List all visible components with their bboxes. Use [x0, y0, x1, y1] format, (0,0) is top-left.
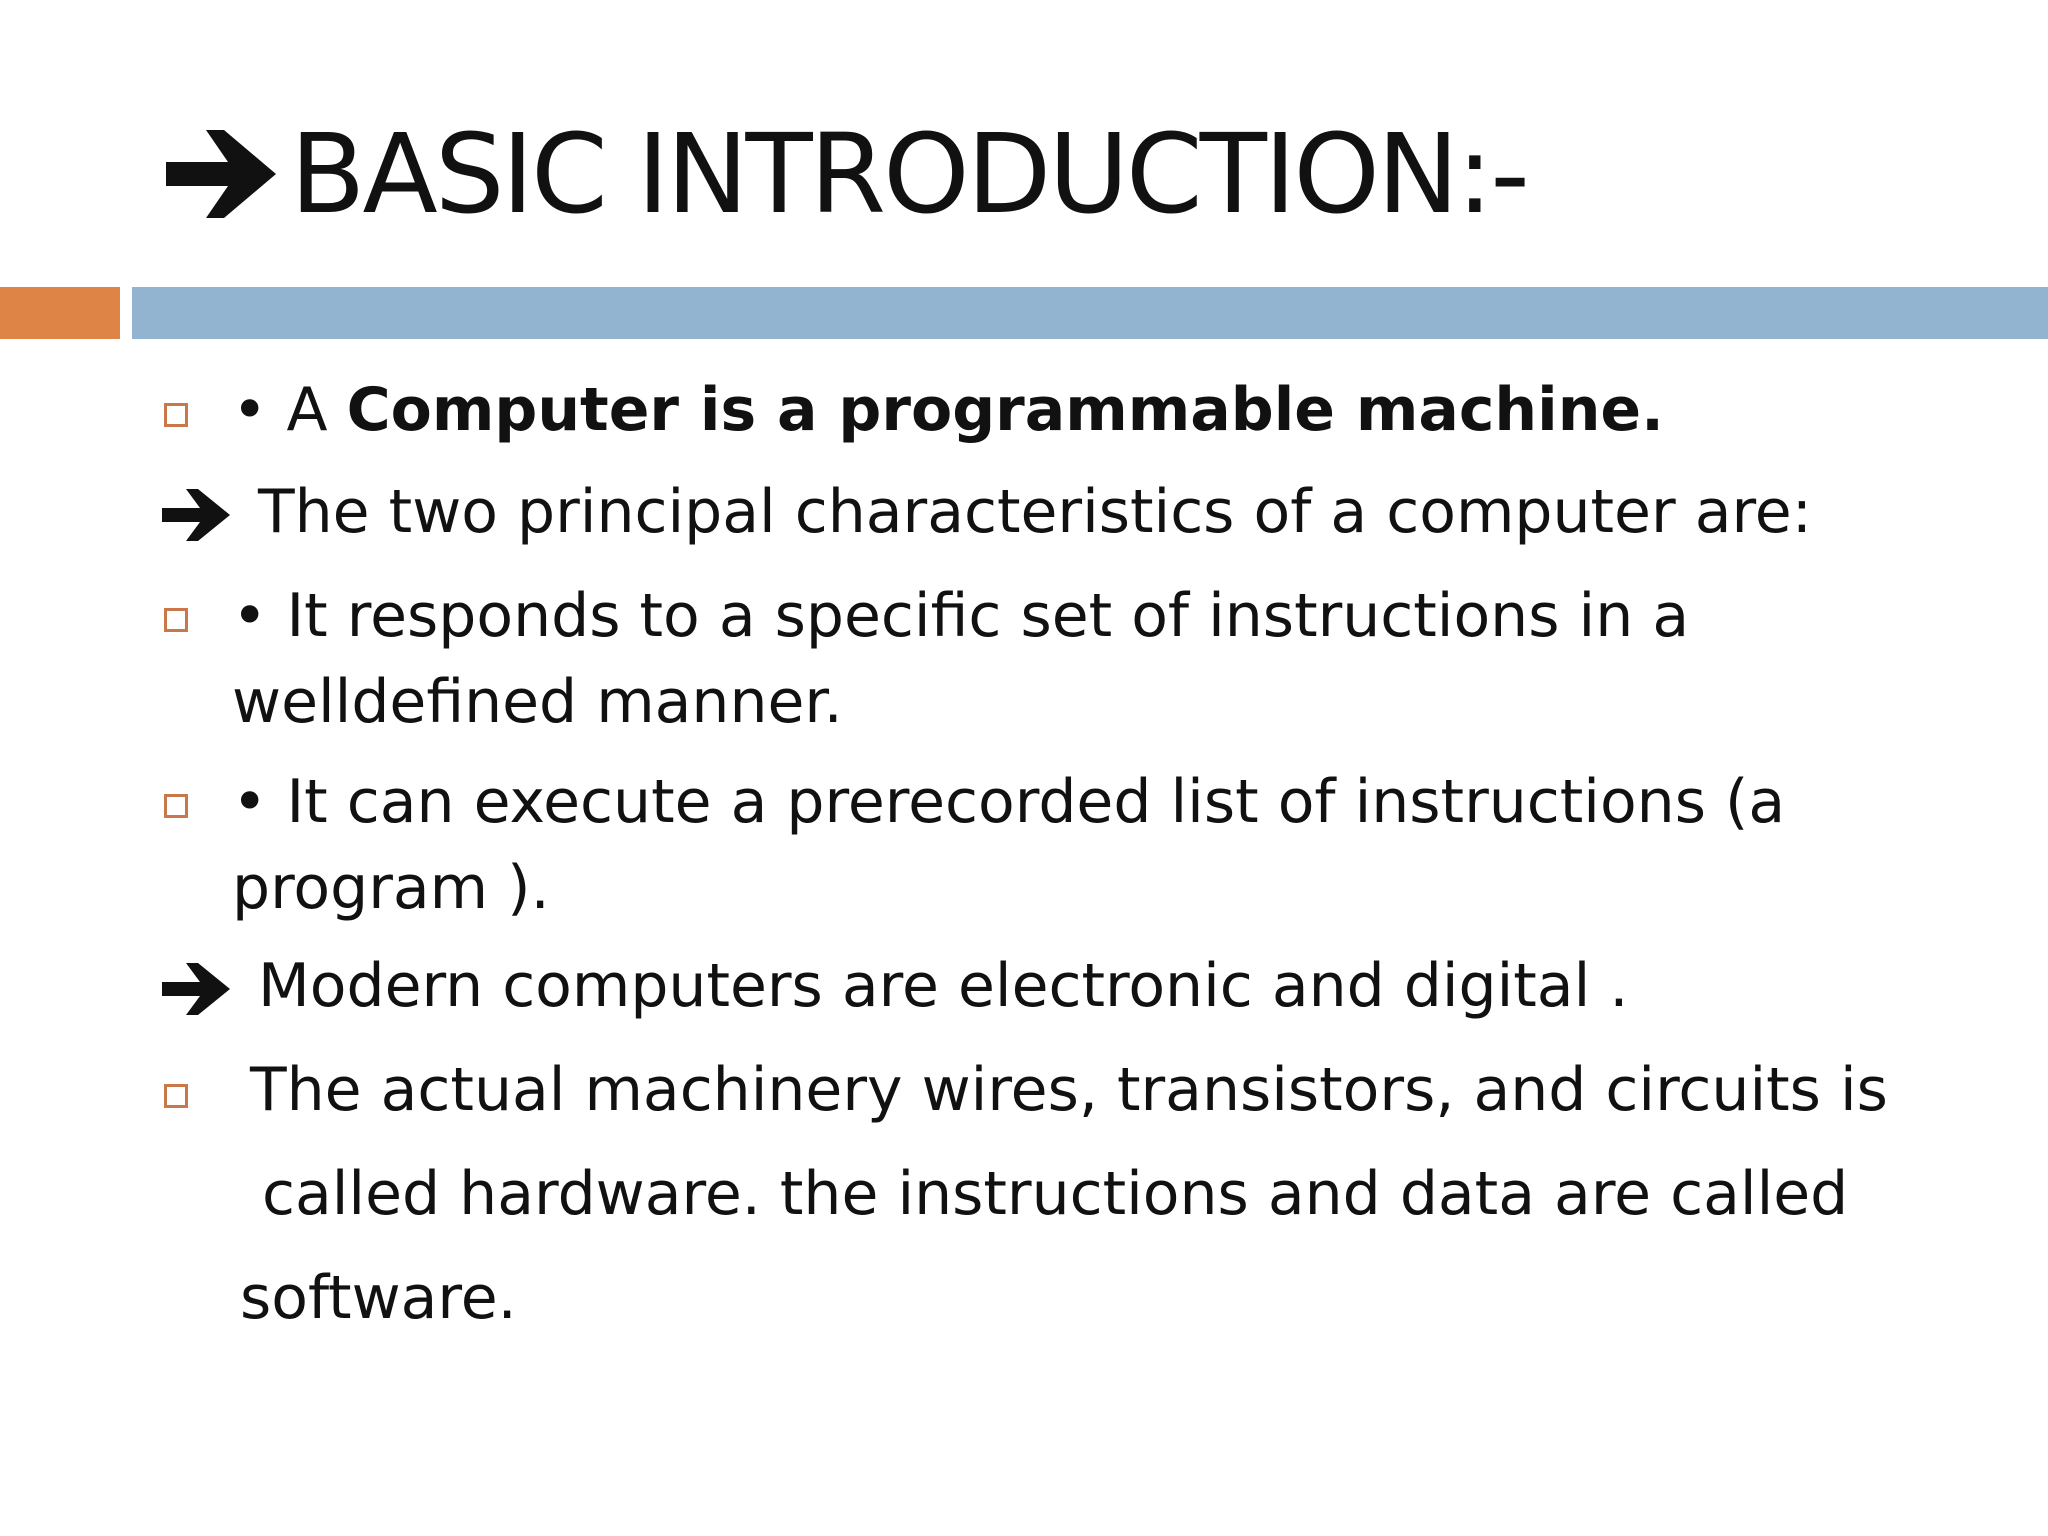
slide-title-row — [166, 104, 1527, 244]
arrow-right-icon — [162, 961, 234, 1017]
list-item-text-line2: called hardware. the instructions and data are called — [262, 1159, 1849, 1229]
list-item-prefix: • A — [232, 375, 347, 445]
list-item-text-line1: • It can execute a prerecorded list of instructions (a — [232, 767, 1786, 837]
box-icon — [164, 608, 188, 632]
slide-title: BASIC INTRODUCTION:- — [290, 110, 1527, 238]
box-icon — [164, 1084, 188, 1108]
list-item-text — [232, 375, 1664, 445]
box-icon — [164, 403, 188, 427]
accent-bar-orange — [0, 287, 120, 339]
list-item-text: The two principal characteristics of a computer are: — [258, 477, 1812, 547]
list-item-text-line1: • It responds to a specific set of instructions in a — [232, 581, 1690, 651]
box-icon — [164, 794, 188, 818]
list-item-text: Modern computers are electronic and digital . — [258, 951, 1629, 1021]
list-item-text-line2: program ). — [232, 853, 550, 923]
list-item-bold-text: Computer is a programmable machine. — [346, 375, 1664, 445]
arrow-right-icon — [162, 487, 234, 543]
list-item-text-line2: welldefined manner. — [232, 667, 843, 737]
list-item-text-line3: software. — [240, 1263, 517, 1333]
arrow-right-icon — [166, 124, 282, 224]
list-item-text-line1: The actual machinery wires, transistors, and circuits is — [250, 1055, 1888, 1125]
accent-bar-blue — [132, 287, 2048, 339]
